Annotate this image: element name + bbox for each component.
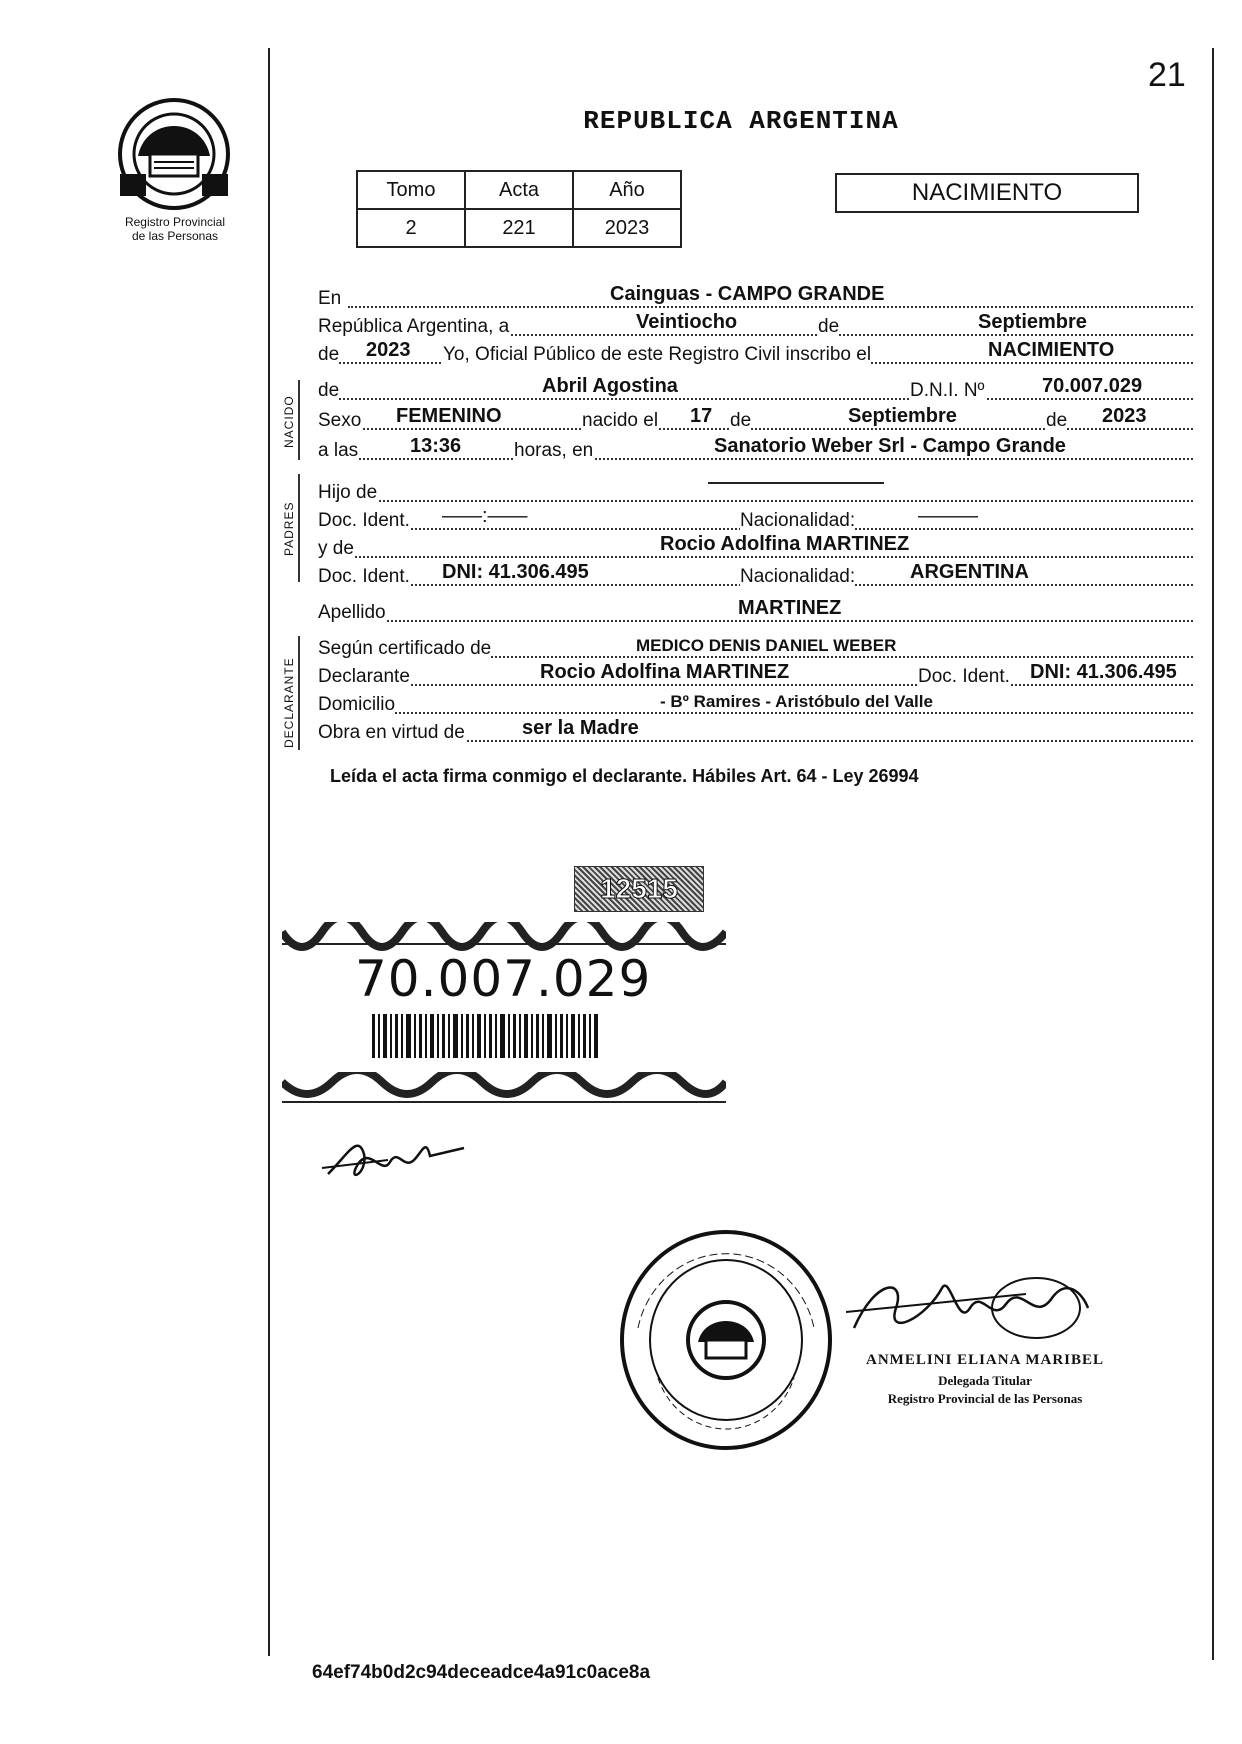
label-de-nombre: de [318,380,340,401]
value-hora: 13:36 [410,435,462,457]
ref-value-tomo: 2 [357,209,465,247]
value-nombre: Abril Agostina [542,375,678,397]
label-domicilio: Domicilio [318,694,396,715]
value-apellido: MARTINEZ [738,597,842,619]
row-obra [318,716,1193,746]
reference-table [356,170,682,248]
value-doc-padre: ——:—— [442,505,528,527]
label-certificado: Según certificado de [318,638,492,659]
document-title: REPUBLICA ARGENTINA [583,106,899,136]
row-hijo-de [318,476,1193,506]
section-label-declarante: DECLARANTE [282,657,296,748]
padres-bracket [298,474,300,582]
label-apellido: Apellido [318,602,386,623]
official-signature [846,1268,1096,1358]
row-sexo [318,404,1193,434]
label-dni: D.N.I. Nº [910,380,985,401]
closing-statement: Leída el acta firma conmigo el declarante. Hábiles Art. 64 - Ley 26994 [330,766,919,786]
label-de-anio: de [318,344,340,365]
label-sexo: Sexo [318,410,362,431]
value-lugar-nacimiento: Sanatorio Weber Srl - Campo Grande [714,435,1066,457]
value-madre: Rocio Adolfina MARTINEZ [660,533,910,555]
registry-caption-line: de las Personas [131,229,219,243]
official-seal-icon [618,1228,834,1452]
value-inscribo: NACIMIENTO [988,339,1115,361]
official-name: ANMELINI ELIANA MARIBEL [866,1352,1105,1368]
row-nombre [318,374,1193,404]
label-doc-padre: Doc. Ident. [318,510,410,531]
label-y-de: y de [318,538,354,559]
row-apellido [318,596,1193,626]
label-de-anio-nacimiento: de [1046,410,1068,431]
page-number: 21 [1148,56,1186,94]
document-hash: 64ef74b0d2c94deceadce4a91c0ace8a [312,1662,651,1683]
value-domicilio: - Bº Ramires - Aristóbulo del Valle [660,692,933,711]
label-nac-padre: Nacionalidad: [740,510,856,531]
label-nacido-el: nacido el [582,410,659,431]
value-lugar: Cainguas - CAMPO GRANDE [610,283,885,305]
value-anio-nacimiento: 2023 [1102,405,1147,427]
value-dia: Veintiocho [636,311,738,333]
value-dia-nacimiento: 17 [690,405,713,427]
ref-value-anio: 2023 [573,209,681,247]
row-doc-padre [318,504,1193,534]
official-role: Delegada Titular [938,1373,1032,1388]
ref-value-acta: 221 [465,209,573,247]
label-doc-declarante: Doc. Ident. [918,666,1010,687]
registry-caption-line: Registro Provincial [124,215,226,229]
value-obra: ser la Madre [522,717,639,739]
barcode-icon [372,1014,598,1058]
label-hijo-de: Hijo de [318,482,378,503]
ref-header-anio: Año [573,171,681,209]
label-horas-en: horas, en [514,440,594,461]
left-margin-line [268,48,270,1656]
row-certificado [318,632,1193,662]
ref-header-tomo: Tomo [357,171,465,209]
label-de: de [818,316,840,337]
value-doc-declarante: DNI: 41.306.495 [1030,661,1177,683]
value-dni: 70.007.029 [1042,375,1143,397]
row-hora [318,434,1193,464]
official-signature-block [866,1352,1104,1407]
value-mes: Septiembre [978,311,1087,333]
label-obra: Obra en virtud de [318,722,465,743]
row-declarante [318,660,1193,690]
label-republica: República Argentina, a [318,316,510,337]
declarant-signature [318,1124,468,1194]
blank-father-line [708,482,884,484]
label-nac-madre: Nacionalidad: [740,566,856,587]
label-en: En [318,288,342,309]
value-sexo: FEMENINO [396,405,502,427]
value-declarante: Rocio Adolfina MARTINEZ [540,661,790,683]
section-label-padres: PADRES [282,501,296,556]
row-lugar [318,282,1193,312]
record-type-box: NACIMIENTO [835,173,1139,213]
registry-caption [100,215,250,243]
value-nac-madre: ARGENTINA [910,561,1029,583]
section-label-nacido: NACIDO [282,395,296,448]
label-yo-oficial: Yo, Oficial Público de este Registro Civil inscribo el [443,344,872,365]
label-declarante: Declarante [318,666,410,687]
official-office: Registro Provincial de las Personas [887,1391,1083,1406]
row-inscribo [318,338,1193,368]
value-anio-acto: 2023 [366,339,411,361]
row-madre [318,532,1193,562]
value-mes-nacimiento: Septiembre [848,405,957,427]
label-de-mes: de [730,410,752,431]
declarante-bracket [298,636,300,750]
guilloche-bottom [282,1072,726,1106]
nacido-bracket [298,380,300,460]
value-doc-madre: DNI: 41.306.495 [442,561,589,583]
row-doc-madre [318,560,1193,590]
provincial-seal-icon [116,96,232,212]
row-fecha [318,310,1193,340]
right-margin-line [1212,48,1214,1660]
label-a-las: a las [318,440,359,461]
label-doc-madre: Doc. Ident. [318,566,410,587]
value-certificado: MEDICO DENIS DANIEL WEBER [636,636,897,655]
stamp-number: 70.007.029 [355,950,652,1008]
row-domicilio [318,688,1193,718]
ref-header-acta: Acta [465,171,573,209]
value-nac-padre: ——— [918,505,978,527]
stamp-code: 12515 [574,866,704,912]
